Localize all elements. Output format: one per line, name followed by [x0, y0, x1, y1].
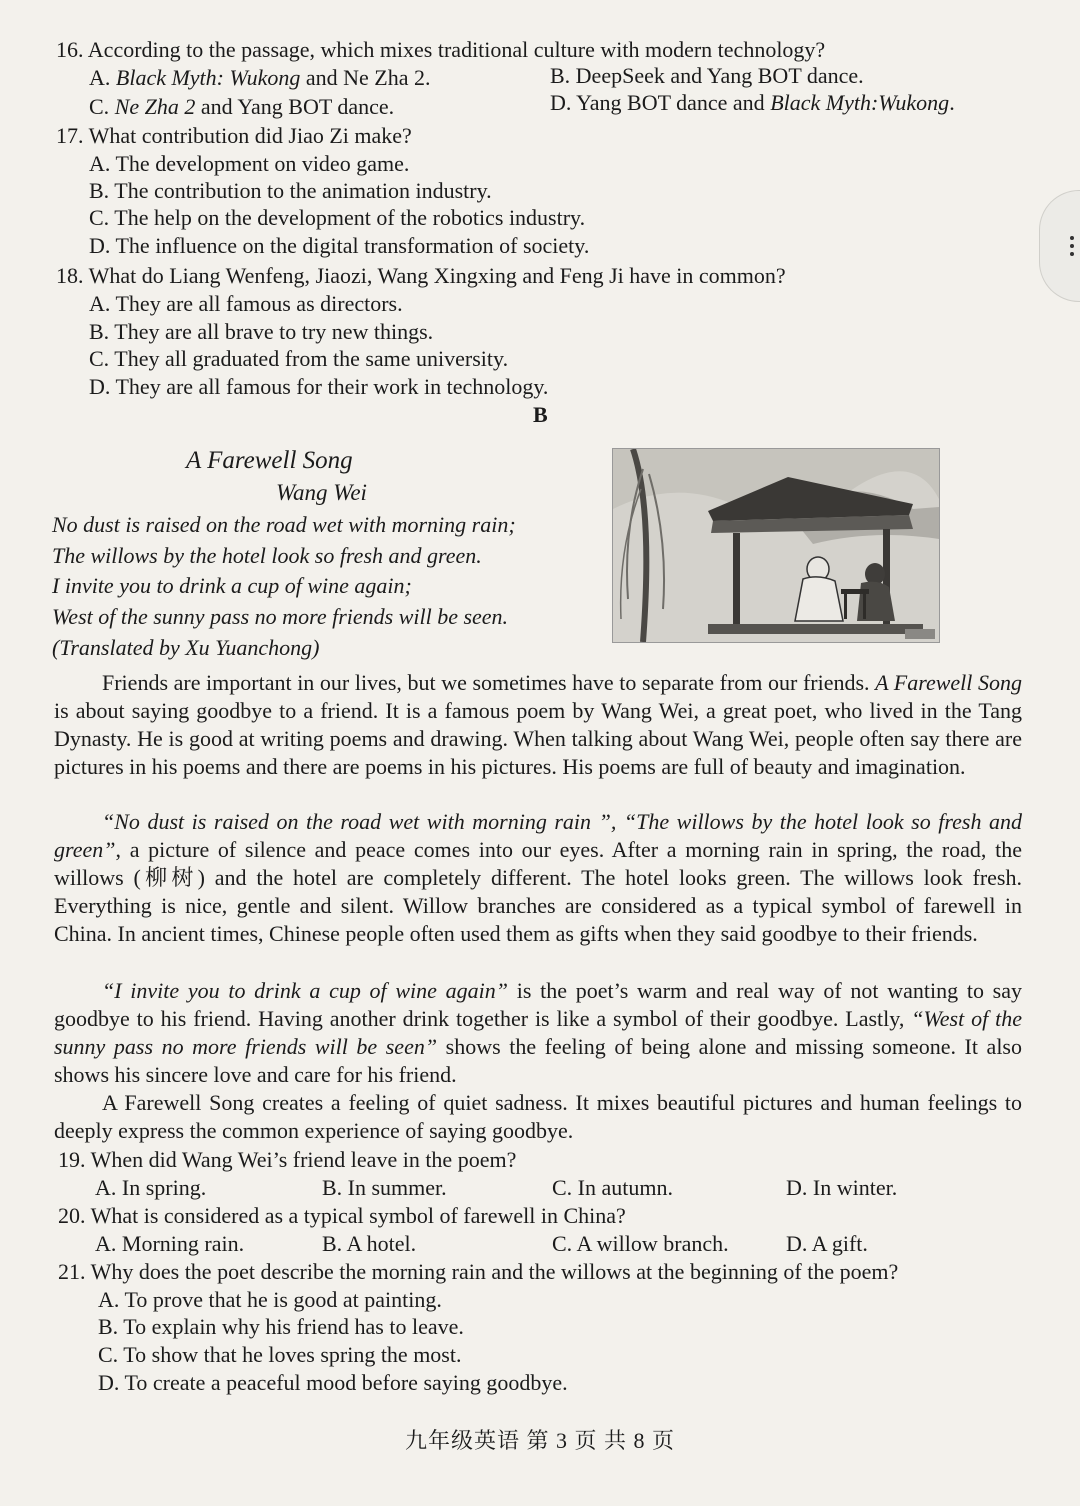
- q18-option-d: D. They are all famous for their work in technology.: [89, 374, 549, 399]
- q17-option-a: A. The development on video game.: [89, 151, 410, 176]
- section-label: B: [533, 402, 548, 427]
- passage-paragraph-3: “I invite you to drink a cup of wine again” is the poet’s warm and real way of not wanting to say goodbye to his friend. Having another drink together is like a symbol of their goodbye. Lastly, “West of the sunny pass no more friends will be seen” shows the feeling of being alone and missing someone. It also shows his sincere love and care for his friend.: [54, 978, 1022, 1087]
- poem-translator: (Translated by Xu Yuanchong): [52, 635, 320, 660]
- q17-option-b: B. The contribution to the animation industry.: [89, 178, 492, 203]
- ink-painting-illustration: [613, 449, 939, 642]
- q16-option-c: C. Ne Zha 2 and Yang BOT dance.: [89, 94, 395, 119]
- passage-paragraph-1: Friends are important in our lives, but we sometimes have to separate from our friends. A Farewell Song is about saying goodbye to a friend. It is a famous poem by Wang Wei, a great poet, who lived in the Tang Dynasty. He is good at writing poems and drawing. When talking about Wang Wei, people often say there are pictures in his poems and there are poems in his pictures. His poems are full of beauty and imagination.: [54, 670, 1022, 779]
- q20-option-c: C. A willow branch.: [552, 1231, 729, 1256]
- passage-paragraph-4: A Farewell Song creates a feeling of quiet sadness. It mixes beautiful pictures and human feelings to deeply express the common experience of saying goodbye.: [54, 1090, 1022, 1143]
- poem-line: The willows by the hotel look so fresh and green.: [52, 543, 482, 568]
- q20-option-b: B. A hotel.: [322, 1231, 417, 1256]
- poem-line: I invite you to drink a cup of wine again;: [52, 573, 412, 598]
- poem-title: A Farewell Song: [186, 447, 353, 474]
- q19-option-b: B. In summer.: [322, 1175, 447, 1200]
- q17-option-d: D. The influence on the digital transformation of society.: [89, 233, 590, 258]
- q17-option-c: C. The help on the development of the robotics industry.: [89, 205, 586, 230]
- q21-option-c: C. To show that he loves spring the most.: [98, 1342, 462, 1367]
- q16-option-d: D. Yang BOT dance and Black Myth:Wukong.: [550, 90, 955, 115]
- q21-option-d: D. To create a peaceful mood before saying goodbye.: [98, 1370, 568, 1395]
- q20-option-a: A. Morning rain.: [95, 1231, 245, 1256]
- question-16-stem: 16. According to the passage, which mixes traditional culture with modern technology?: [56, 37, 826, 62]
- question-19-stem: 19. When did Wang Wei’s friend leave in the poem?: [58, 1147, 517, 1172]
- q19-option-d: D. In winter.: [786, 1175, 898, 1200]
- q18-option-b: B. They are all brave to try new things.: [89, 319, 434, 344]
- q18-option-a: A. They are all famous as directors.: [89, 291, 403, 316]
- poem-line: No dust is raised on the road wet with morning rain;: [52, 512, 516, 537]
- more-options-icon[interactable]: [1070, 232, 1074, 260]
- q19-option-c: C. In autumn.: [552, 1175, 673, 1200]
- poem-line: West of the sunny pass no more friends will be seen.: [52, 604, 509, 629]
- poem-author: Wang Wei: [276, 480, 367, 505]
- q16-option-b: B. DeepSeek and Yang BOT dance.: [550, 63, 864, 88]
- question-20-stem: 20. What is considered as a typical symbol of farewell in China?: [58, 1203, 626, 1228]
- poem-illustration: [612, 448, 940, 643]
- q21-option-a: A. To prove that he is good at painting.: [98, 1287, 442, 1312]
- page-footer: 九年级英语 第 3 页 共 8 页: [404, 1428, 675, 1453]
- passage-paragraph-2: “No dust is raised on the road wet with morning rain ”, “The willows by the hotel look so fresh and green”, a picture of silence and peace comes into our eyes. After a morning rain in spring, the road, the willows (柳树) and the hotel are completely different. The hotel looks green. The willows look fresh. Everything is nice, gentle and silent. Willow branches are considered as a typical symbol of farewell in China. In ancient times, Chinese people often used them as gifts when they said goodbye to their friends.: [54, 809, 1022, 946]
- question-21-stem: 21. Why does the poet describe the morning rain and the willows at the beginning of the poem?: [58, 1259, 899, 1284]
- q20-option-d: D. A gift.: [786, 1231, 868, 1256]
- q21-option-b: B. To explain why his friend has to leave.: [98, 1314, 464, 1339]
- question-17-stem: 17. What contribution did Jiao Zi make?: [56, 123, 412, 148]
- q18-option-c: C. They all graduated from the same university.: [89, 346, 509, 371]
- q19-option-a: A. In spring.: [95, 1175, 207, 1200]
- question-18-stem: 18. What do Liang Wenfeng, Jiaozi, Wang Xingxing and Feng Ji have in common?: [56, 263, 786, 288]
- q16-option-a: A. Black Myth: Wukong and Ne Zha 2.: [89, 65, 431, 90]
